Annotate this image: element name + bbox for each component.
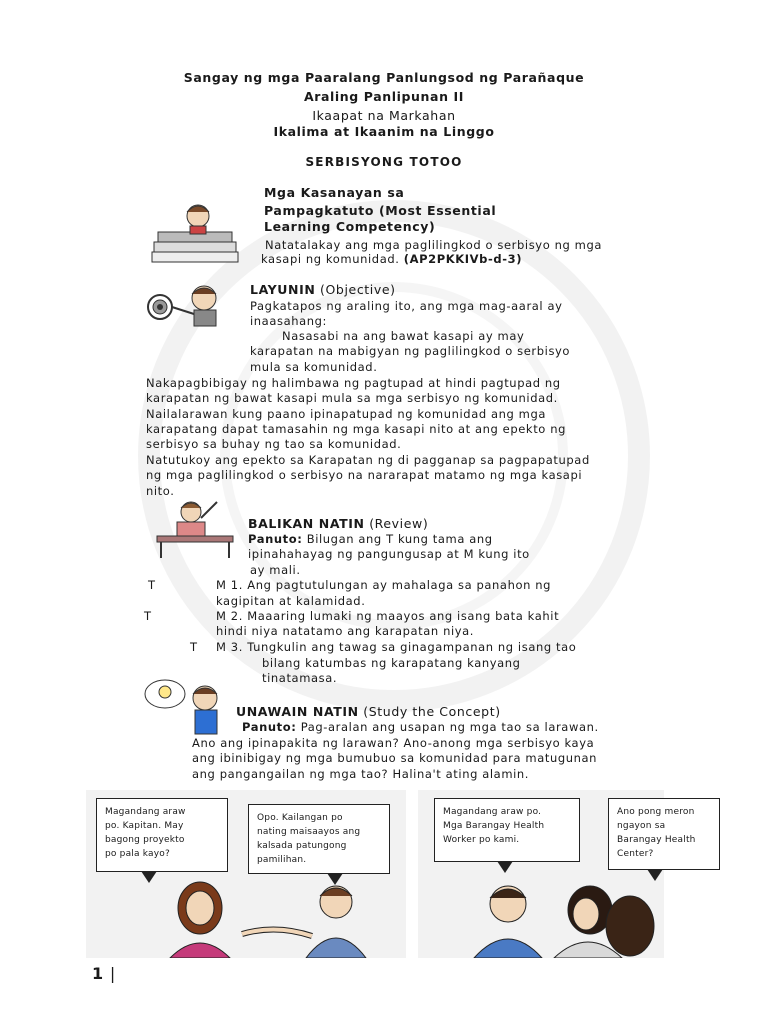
man-figure [236, 878, 386, 958]
item-1-text-2: kagipitan at kalamidad. [216, 594, 366, 608]
item-2-text-2: hindi niya natatamo ang karapatan niya. [216, 624, 475, 638]
speech-bubble-2: Opo. Kailangan po nating maisaayos ang kalsada patungong pamilihan. [248, 804, 390, 874]
balikan-panuto: Panuto: Bilugan ang T kung tama ang [248, 532, 493, 546]
item-1-m[interactable]: M [216, 578, 227, 592]
melc-code: (AP2PKKIVb-d-3) [403, 252, 523, 266]
melc-heading-3: Learning Competency) [264, 219, 436, 234]
unawain-heading: UNAWAIN NATIN (Study the Concept) [236, 704, 501, 719]
layunin-line: Nasasabi na ang bawat kasapi ay may [282, 329, 525, 343]
layunin-line: karapatang dapat tamasahin ng mga kasapi nito at ang epekto ng [146, 422, 566, 436]
layunin-line: karapatan na mabigyan ng paglilingkod o serbisyo [250, 344, 571, 358]
speech-bubble-1: Magandang araw po. Kapitan. May bagong proyekto po pala kayo? [96, 798, 228, 872]
balikan-heading: BALIKAN NATIN (Review) [248, 516, 429, 531]
layunin-line: nito. [146, 484, 175, 498]
week-label: Ikalima at Ikaanim na Linggo [273, 124, 495, 139]
layunin-line: mula sa komunidad. [250, 360, 378, 374]
layunin-line: karapatan ng bawat kasapi mula sa mga serbisyo ng komunidad. [146, 391, 558, 405]
item-2-m[interactable]: M [216, 609, 227, 623]
unawain-line: ang ibinibigay ng mga bumubuo sa komunidad para matugunan [192, 751, 598, 765]
unawain-line: ang pangangailan ng mga tao? Halina't ating alamin. [192, 767, 530, 781]
layunin-line: Nailalarawan kung paano ipinapatupad ng komunidad ang mga [146, 407, 547, 421]
layunin-heading: LAYUNIN (Objective) [250, 282, 396, 297]
item-3-false: M 3. Tungkulin ang tawag sa ginagampanan ng isang tao [216, 640, 577, 654]
subject-title: Araling Panlipunan II [303, 89, 465, 104]
item-1-true[interactable]: T [148, 578, 156, 592]
health-workers-figure [460, 874, 660, 958]
item-2-false: M 2. Maaaring lumaki ng maayos ang isang bata kahit [216, 609, 560, 623]
item-3-text-2: bilang katumbas ng karapatang kanyang [262, 656, 521, 670]
balikan-panuto-3: ay mali. [250, 563, 301, 577]
layunin-line: Pagkatapos ng araling ito, ang mga mag-aaral ay [250, 299, 563, 313]
item-3-text-3: tinatamasa. [262, 671, 338, 685]
unawain-line: Ano ang ipinapakita ng larawan? Ano-anong mga serbisyo kaya [192, 736, 595, 750]
melc-text-1: Natatalakay ang mga paglilingkod o serbisyo ng mga [265, 238, 602, 252]
division-name: Sangay ng mga Paaralang Panlungsod ng Parañaque [183, 70, 585, 85]
layunin-line: serbisyo sa buhay ng tao sa komunidad. [146, 437, 402, 451]
thinking-kid-icon [143, 676, 233, 736]
balikan-panuto-2: ipinahahayag ng pangungusap at M kung ito [248, 547, 530, 561]
desk-kid-icon [155, 498, 235, 560]
page-number: 1 | [92, 964, 116, 983]
layunin-line: Natutukoy ang epekto sa Karapatan ng di pagganap sa pagpapatupad [146, 453, 590, 467]
quarter-label: Ikaapat na Markahan [312, 108, 456, 123]
layunin-line: ng mga paglilingkod o serbisyo na nararapat matamo ng mga kasapi [146, 468, 583, 482]
item-3-true[interactable]: T [190, 640, 198, 654]
item-2-true[interactable]: T [144, 609, 152, 623]
speech-bubble-3: Magandang araw po. Mga Barangay Health Worker po kami. [434, 798, 580, 862]
books-kid-icon [150, 200, 245, 270]
unawain-panuto: Panuto: Pag-aralan ang usapan ng mga tao sa larawan. [242, 720, 599, 734]
item-3-m[interactable]: M [216, 640, 227, 654]
layunin-line: Nakapagbibigay ng halimbawa ng pagtupad at hindi pagtupad ng [146, 376, 561, 390]
lesson-title: SERBISYONG TOTOO [305, 155, 463, 169]
target-kid-icon [146, 280, 236, 335]
melc-text-2: kasapi ng komunidad. (AP2PKKIVb-d-3) [261, 252, 523, 266]
woman-figure [160, 878, 240, 958]
layunin-line: inaasahang: [250, 314, 328, 328]
melc-heading-1: Mga Kasanayan sa [264, 185, 405, 200]
item-1-false: M 1. Ang pagtutulungan ay mahalaga sa panahon ng [216, 578, 552, 592]
melc-heading-2: Pampagkatuto (Most Essential [264, 203, 497, 218]
speech-bubble-4: Ano pong meron ngayon sa Barangay Health Center? [608, 798, 720, 870]
